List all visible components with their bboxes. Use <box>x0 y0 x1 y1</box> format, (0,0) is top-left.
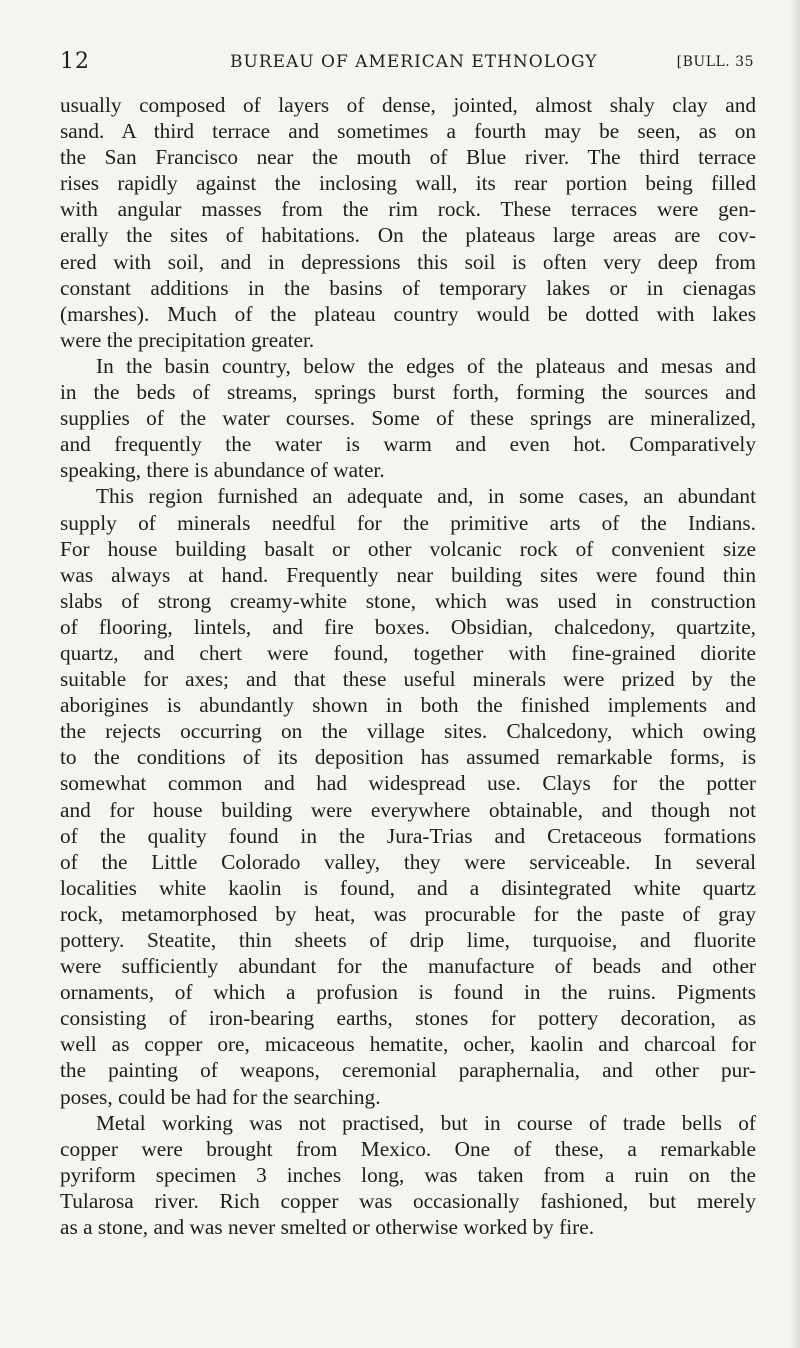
text-line: and for house building were everywhere obtainable, and though not <box>60 797 756 822</box>
running-title: BUREAU OF AMERICAN ETHNOLOGY <box>230 52 598 72</box>
text-line: For house building basalt or other volcanic rock of convenient size <box>60 536 756 561</box>
text-line: aborigines is abundantly shown in both the finished implements and <box>60 693 756 718</box>
text-line: (marshes). Much of the plateau country would be dotted with lakes <box>60 301 756 326</box>
paragraph <box>60 92 756 353</box>
text-line: were the precipitation greater. <box>60 327 315 352</box>
text-line: localities white kaolin is found, and a disintegrated white quartz <box>60 875 756 900</box>
text-line: pyriform specimen 3 inches long, was taken from a ruin on the <box>60 1162 756 1187</box>
text-line: the painting of weapons, ceremonial paraphernalia, and other pur- <box>60 1058 756 1083</box>
body-text <box>60 92 756 1240</box>
text-line: pottery. Steatite, thin sheets of drip lime, turquoise, and fluorite <box>60 928 756 952</box>
text-line: supply of minerals needful for the primitive arts of the Indians. <box>60 510 756 535</box>
text-line: This region furnished an adequate and, in some cases, an abundant <box>96 484 756 509</box>
text-line: of the quality found in the Jura-Trias and Cretaceous formations <box>60 823 756 848</box>
text-line: suitable for axes; and that these useful minerals were prized by the <box>60 667 756 692</box>
text-line: and frequently the water is warm and even hot. Comparatively <box>60 432 756 457</box>
text-line: In the basin country, below the edges of the plateaus and mesas and <box>96 353 756 378</box>
text-line: consisting of iron-bearing earths, stones for pottery decoration, as <box>60 1006 756 1031</box>
text-line: Metal working was not practised, but in course of trade bells of <box>96 1110 756 1135</box>
text-line: copper were brought from Mexico. One of these, a remarkable <box>60 1136 756 1161</box>
text-line: usually composed of layers of dense, jointed, almost shaly clay and <box>60 93 756 117</box>
text-line: were sufficiently abundant for the manufacture of beads and other <box>60 954 756 979</box>
text-line: slabs of strong creamy-white stone, which was used in construction <box>60 588 756 613</box>
text-line: Tularosa river. Rich copper was occasionally fashioned, but merely <box>60 1188 756 1213</box>
text-line: rises rapidly against the inclosing wall, its rear portion being filled <box>60 171 756 196</box>
text-line: with angular masses from the rim rock. These terraces were gen- <box>60 197 756 222</box>
text-line: speaking, there is abundance of water. <box>60 458 385 483</box>
text-line: as a stone, and was never smelted or otherwise worked by fire. <box>60 1215 595 1240</box>
paragraph <box>60 353 756 483</box>
text-line: rock, metamorphosed by heat, was procurable for the paste of gray <box>60 901 756 926</box>
text-line: somewhat common and had widespread use. Clays for the potter <box>60 771 756 796</box>
text-line: constant additions in the basins of temporary lakes or in cienagas <box>60 275 756 300</box>
page-edge-shadow <box>790 0 800 1348</box>
text-line: supplies of the water courses. Some of these springs are mineralized, <box>60 406 756 431</box>
text-line: of flooring, lintels, and fire boxes. Obsidian, chalcedony, quartzite, <box>60 614 756 639</box>
running-header <box>60 49 754 79</box>
text-line: erally the sites of habitations. On the plateaus large areas are cov- <box>60 223 756 248</box>
page-number: 12 <box>60 49 90 74</box>
bulletin-reference: [BULL. 35 <box>676 54 754 70</box>
text-line: was always at hand. Frequently near building sites were found thin <box>60 562 756 587</box>
text-line: quartz, and chert were found, together with fine-grained diorite <box>60 640 756 665</box>
text-line: well as copper ore, micaceous hematite, ocher, kaolin and charcoal for <box>60 1032 756 1057</box>
paragraph <box>60 1110 756 1240</box>
text-line: in the beds of streams, springs burst forth, forming the sources and <box>60 380 756 405</box>
text-line: ered with soil, and in depressions this soil is often very deep from <box>60 249 756 274</box>
paragraph <box>60 483 756 1109</box>
text-line: poses, could be had for the searching. <box>60 1084 381 1109</box>
text-line: to the conditions of its deposition has assumed remarkable forms, is <box>60 745 756 770</box>
text-line: sand. A third terrace and sometimes a fourth may be seen, as on <box>60 119 756 144</box>
text-line: of the Little Colorado valley, they were serviceable. In several <box>60 849 756 874</box>
text-line: the San Francisco near the mouth of Blue river. The third terrace <box>60 145 756 170</box>
text-line: the rejects occurring on the village sites. Chalcedony, which owing <box>60 719 756 744</box>
text-line: ornaments, of which a profusion is found in the ruins. Pigments <box>60 980 756 1005</box>
